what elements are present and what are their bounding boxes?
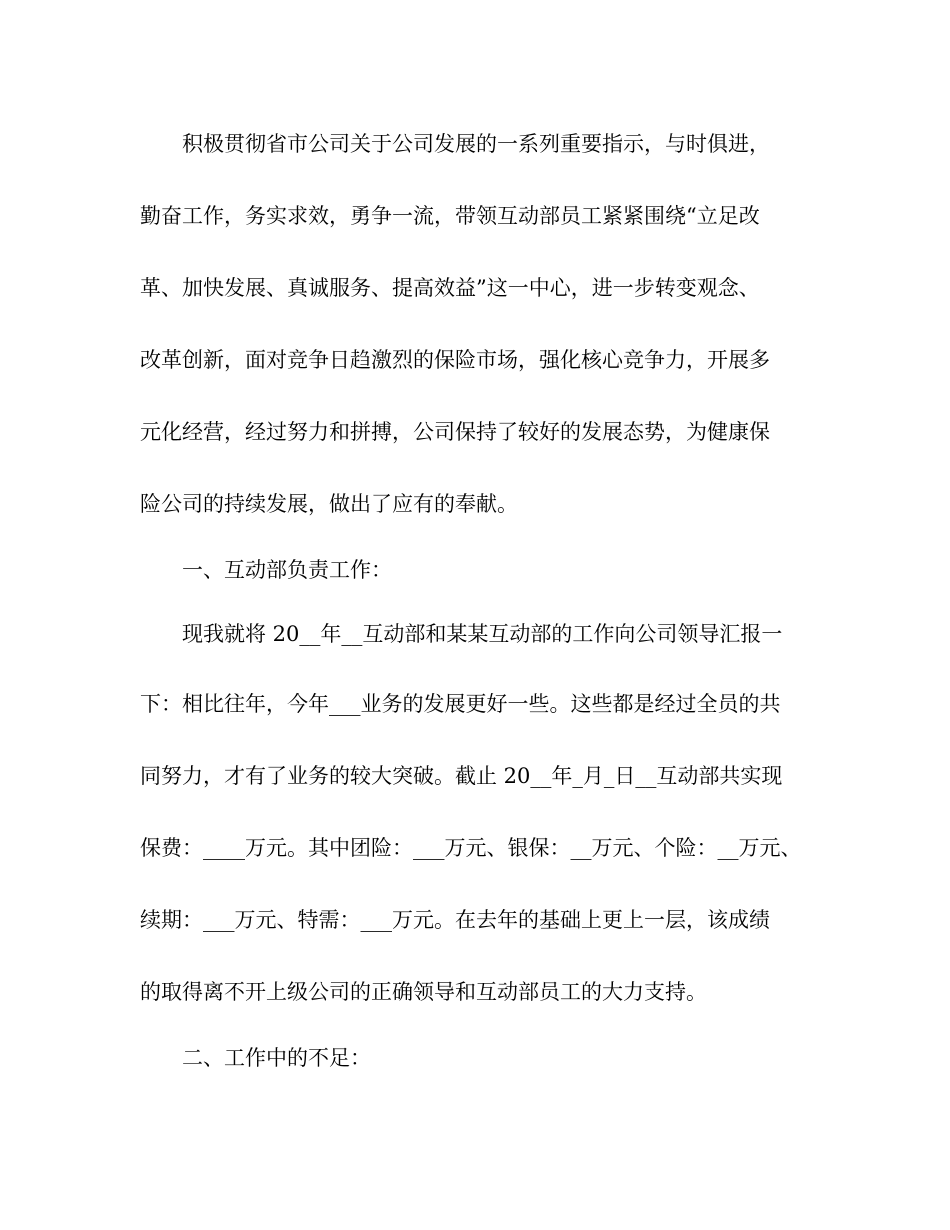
paragraph-1-line-3: 革、加快发展、真诚服务、提高效益”这一中心，进一步转变观念、 bbox=[140, 276, 760, 300]
paragraph-1-line-6: 险公司的持续发展，做出了应有的奉献。 bbox=[140, 492, 518, 516]
paragraph-1-line-2: 勤奋工作，务实求效，勇争一流，带领互动部员工紧紧围绕“立足改 bbox=[140, 204, 760, 228]
paragraph-2-line-5: 续期：___万元、特需：___万元。在去年的基础上更上一层，该成绩 bbox=[140, 908, 770, 932]
section-heading-2: 二、工作中的不足： bbox=[182, 1046, 371, 1070]
paragraph-2-line-4: 保费：____万元。其中团险：___万元、银保：__万元、个险：__万元、 bbox=[140, 836, 802, 860]
paragraph-2-line-2: 下：相比往年，今年___业务的发展更好一些。这些都是经过全员的共 bbox=[140, 692, 781, 716]
paragraph-2-line-3: 同努力，才有了业务的较大突破。截止 20__年_月_日__互动部共实现 bbox=[140, 764, 783, 788]
section-heading-1: 一、互动部负责工作： bbox=[182, 558, 392, 582]
paragraph-1-line-1: 积极贯彻省市公司关于公司发展的一系列重要指示，与时俱进， bbox=[182, 132, 770, 156]
paragraph-2-line-1: 现我就将 20__年__互动部和某某互动部的工作向公司领导汇报一 bbox=[182, 622, 783, 646]
paragraph-1-line-4: 改革创新，面对竞争日趋激烈的保险市场，强化核心竞争力，开展多 bbox=[140, 348, 770, 372]
paragraph-1-line-5: 元化经营，经过努力和拼搏，公司保持了较好的发展态势，为健康保 bbox=[140, 420, 770, 444]
paragraph-2-line-6: 的取得离不开上级公司的正确领导和互动部员工的大力支持。 bbox=[140, 980, 707, 1004]
